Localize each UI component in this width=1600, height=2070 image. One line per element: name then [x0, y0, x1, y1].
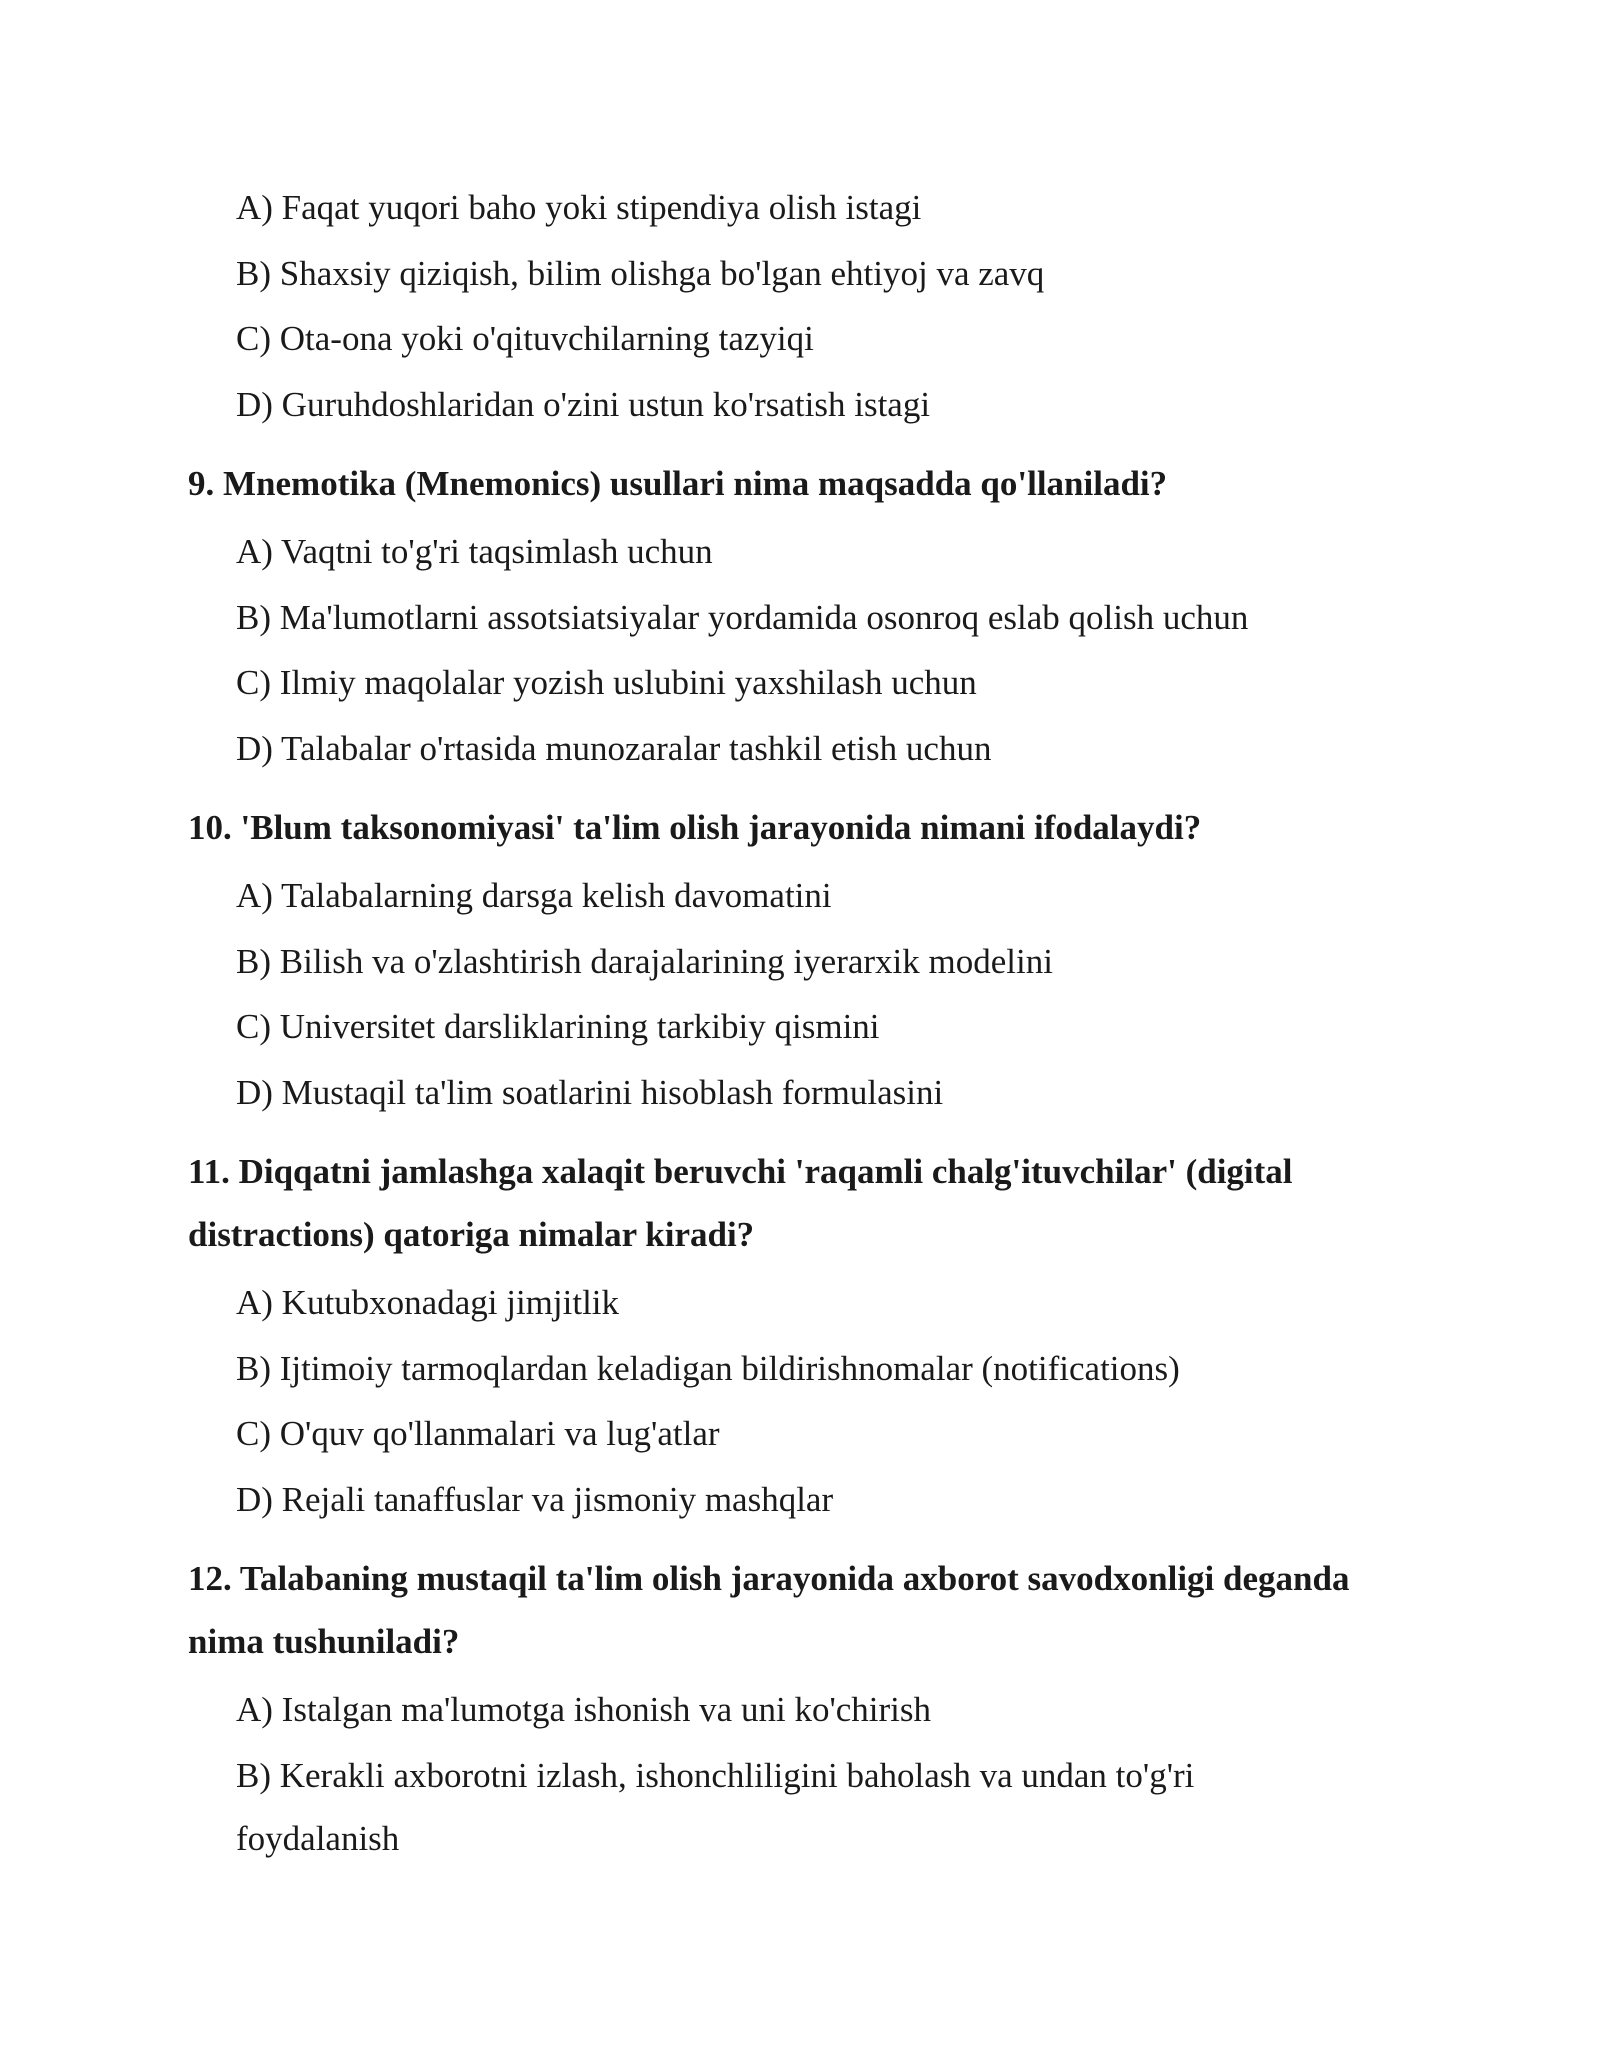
q11-option-b: B) Ijtimoiy tarmoqlardan keladigan bildirishnomalar (notifications) — [236, 1349, 1180, 1388]
q10-option-c: C) Universitet darsliklarining tarkibiy qismini — [236, 1007, 880, 1046]
q9-option-b: B) Ma'lumotlarni assotsiatsiyalar yordamida osonroq eslab qolish uchun — [236, 598, 1249, 637]
q11-option-d: D) Rejali tanaffuslar va jismoniy mashqlar — [236, 1480, 834, 1519]
q11-option-a: A) Kutubxonadagi jimjitlik — [236, 1283, 620, 1322]
q12-question-line-2: nima tushuniladi? — [188, 1622, 460, 1661]
q8-option-c: C) Ota-ona yoki o'qituvchilarning tazyiqi — [236, 319, 814, 358]
q9-option-a: A) Vaqtni to'g'ri taqsimlash uchun — [236, 532, 713, 571]
q10-option-a: A) Talabalarning darsga kelish davomatini — [236, 876, 832, 915]
q8-option-a: A) Faqat yuqori baho yoki stipendiya olish istagi — [236, 188, 922, 227]
q8-option-d: D) Guruhdoshlaridan o'zini ustun ko'rsatish istagi — [236, 385, 931, 424]
q9-question: 9. Mnemotika (Mnemonics) usullari nima maqsadda qo'llaniladi? — [188, 464, 1168, 503]
q12-option-b-line-2: foydalanish — [236, 1819, 400, 1858]
q11-question-line-1: 11. Diqqatni jamlashga xalaqit beruvchi 'raqamli chalg'ituvchilar' (digital — [188, 1152, 1293, 1191]
q10-option-d: D) Mustaqil ta'lim soatlarini hisoblash formulasini — [236, 1073, 944, 1112]
q12-option-b-line-1: B) Kerakli axborotni izlash, ishonchliligini baholash va undan to'g'ri — [236, 1756, 1195, 1795]
q11-question-line-2: distractions) qatoriga nimalar kiradi? — [188, 1215, 755, 1254]
q9-option-c: C) Ilmiy maqolalar yozish uslubini yaxshilash uchun — [236, 663, 977, 702]
q8-option-b: B) Shaxsiy qiziqish, bilim olishga bo'lgan ehtiyoj va zavq — [236, 254, 1045, 293]
q12-option-a: A) Istalgan ma'lumotga ishonish va uni ko'chirish — [236, 1690, 932, 1729]
q12-question-line-1: 12. Talabaning mustaqil ta'lim olish jarayonida axborot savodxonligi deganda — [188, 1559, 1350, 1598]
q9-option-d: D) Talabalar o'rtasida munozaralar tashkil etish uchun — [236, 729, 992, 768]
q10-option-b: B) Bilish va o'zlashtirish darajalarining iyerarxik modelini — [236, 942, 1053, 981]
q11-option-c: C) O'quv qo'llanmalari va lug'atlar — [236, 1414, 720, 1453]
q10-question: 10. 'Blum taksonomiyasi' ta'lim olish jarayonida nimani ifodalaydi? — [188, 808, 1202, 847]
